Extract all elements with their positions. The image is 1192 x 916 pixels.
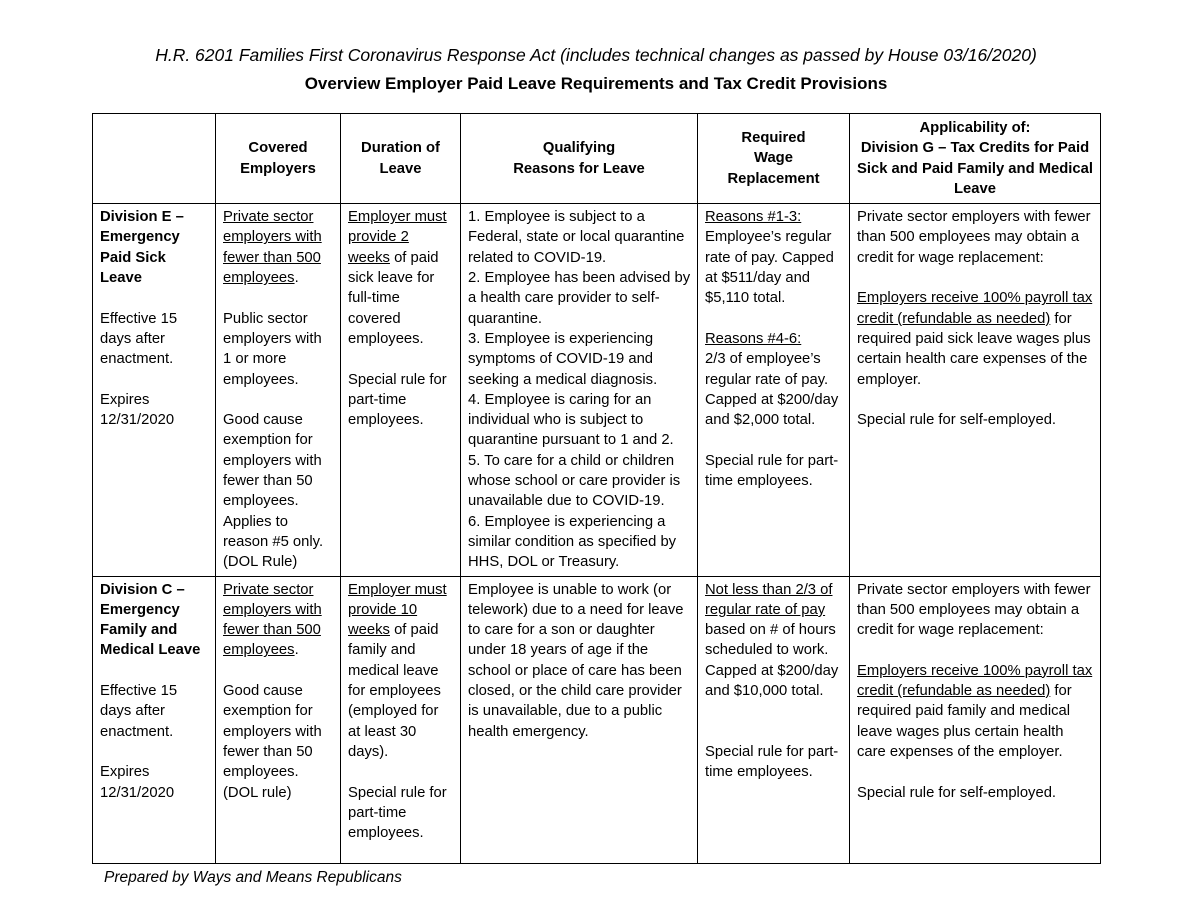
table-cell-division-e-required-wage-replacement: Reasons #1-3: Employee’s regular rate of pay. Capped at $511/day and $5,110 total. Reasons #4-6: 2/3 of employee’s regular rate of pay. Capped at $200/day and $2,000 total. Special rule for part-time employees.: [698, 204, 850, 576]
column-header-row-label: [93, 114, 216, 204]
table-cell-division-e-qualifying-reasons: 1. Employee is subject to a Federal, state or local quarantine related to COVID-19. 2. Employee has been advised by a health care provider to self-quarantine. 3. Employee is experiencing symptoms of COVID-19 and seeking a medical diagnosis. 4. Employee is caring for an individual who is subject to quarantine pursuant to 1 and 2. 5. To care for a child or children whose school or care provider is unavailable due to COVID-19. 6. Employee is experiencing a similar condition as specified by HHS, DOL or Treasury.: [461, 204, 698, 576]
column-header-duration-of-leave: Duration of Leave: [341, 114, 461, 204]
table-cell-division-c-duration-of-leave: Employer must provide 10 weeks of paid family and medical leave for employees (employed for at least 30 days). Special rule for part-time employees.: [341, 576, 461, 863]
table-row-division-c: [93, 576, 1101, 863]
table-cell-division-c-tax-credit-applicability: Private sector employers with fewer than 500 employees may obtain a credit for wage replacement: Employers receive 100% payroll tax credit (refundable as needed) for required paid family and medical leave wages plus certain health care expenses of the employer. Special rule for self-employed.: [850, 576, 1101, 863]
table-row-division-e: [93, 204, 1101, 576]
row-label-cell-division-c-row-label: Division C – Emergency Family and Medical Leave Effective 15 days after enactment. Expires 12/31/2020: [93, 576, 216, 863]
doc-subtitle: Overview Employer Paid Leave Requirements and Tax Credit Provisions: [304, 74, 888, 93]
table-cell-division-c-required-wage-replacement: Not less than 2/3 of regular rate of pay based on # of hours scheduled to work. Capped at $200/day and $10,000 total. Special rule for part-time employees.: [698, 576, 850, 863]
row-label-cell-division-e-row-label: Division E – Emergency Paid Sick Leave Effective 15 days after enactment. Expires 12/31/2020: [93, 204, 216, 576]
column-header-covered-employers: Covered Employers: [216, 114, 341, 204]
table-cell-division-c-covered-employers: Private sector employers with fewer than 500 employees. Good cause exemption for employers with fewer than 50 employees. (DOL rule): [216, 576, 341, 863]
column-header-required-wage-replacement: Required Wage Replacement: [698, 114, 850, 204]
column-header-qualifying-reasons: Qualifying Reasons for Leave: [461, 114, 698, 204]
leave-provisions-table: [92, 113, 1101, 864]
table-cell-division-e-duration-of-leave: Employer must provide 2 weeks of paid sick leave for full-time covered employees. Special rule for part-time employees.: [341, 204, 461, 576]
document-header: [0, 44, 1192, 94]
table-header-row: [93, 114, 1101, 204]
doc-title: H.R. 6201 Families First Coronavirus Response Act (includes technical changes as passed by House 03/16/2020): [155, 45, 1037, 65]
table-cell-division-e-tax-credit-applicability: Private sector employers with fewer than 500 employees may obtain a credit for wage replacement: Employers receive 100% payroll tax credit (refundable as needed) for required paid sick leave wages plus certain health care expenses of the employer. Special rule for self-employed.: [850, 204, 1101, 576]
footer-note: Prepared by Ways and Means Republicans: [104, 868, 402, 886]
column-header-tax-credit-applicability: Applicability of: Division G – Tax Credits for Paid Sick and Paid Family and Medical Leave: [850, 114, 1101, 204]
table-cell-division-c-qualifying-reasons: Employee is unable to work (or telework) due to a need for leave to care for a son or daughter under 18 years of age if the school or place of care has been closed, or the child care provider is unavailable, due to a public health emergency.: [461, 576, 698, 863]
table-cell-division-e-covered-employers: Private sector employers with fewer than 500 employees. Public sector employers with 1 or more employees. Good cause exemption for employers with fewer than 50 employees. Applies to reason #5 only. (DOL Rule): [216, 204, 341, 576]
